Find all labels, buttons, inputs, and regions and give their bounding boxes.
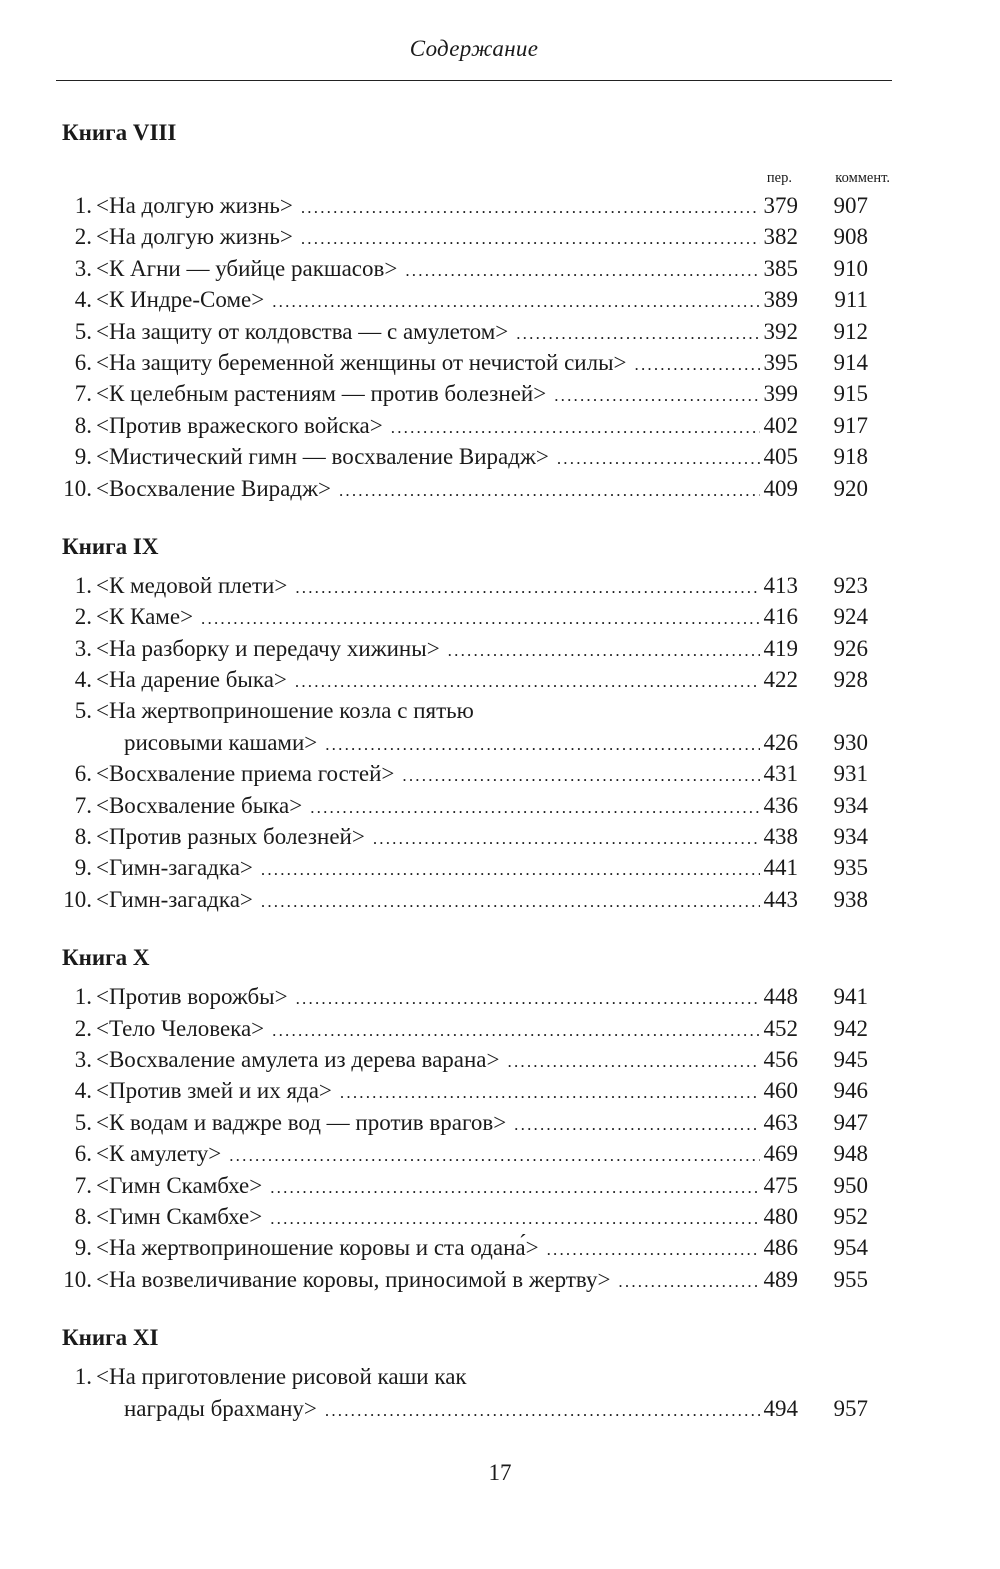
leader-dots (261, 886, 760, 917)
entry-page-comm: 918 (833, 444, 868, 470)
entry-title: <На защиту беременной женщины от нечистой силы> (96, 349, 627, 375)
book-title: Книга XI (62, 1325, 159, 1351)
entry-number: 2. (74, 224, 92, 250)
entry-title: <Тело Человека> (96, 1015, 265, 1041)
leader-dots (272, 1015, 760, 1046)
entry-page-comm: 912 (833, 318, 868, 344)
entry-page-per: 452 (763, 1015, 798, 1041)
entry-number: 9. (74, 444, 92, 470)
leader-dots (295, 666, 760, 697)
leader-dots (296, 983, 760, 1014)
page-number: 17 (488, 1460, 512, 1485)
toc-entry (0, 1013, 1000, 1044)
leader-dots (301, 223, 760, 254)
entry-title: <К Индре-Соме> (96, 287, 265, 313)
toc-entry (0, 473, 1000, 504)
entry-page-per: 419 (763, 635, 798, 661)
entry-page-per: 395 (763, 349, 798, 375)
book-xi-list (0, 1361, 1000, 1424)
entry-page-per: 489 (763, 1266, 798, 1292)
entry-page-comm: 930 (833, 729, 868, 755)
entry-title: <К водам и ваджре вод — против врагов> (96, 1109, 507, 1135)
entry-number: 6. (74, 349, 92, 375)
entry-page-per: 413 (763, 572, 798, 598)
book-title: Книга X (62, 945, 150, 971)
entry-title: <На разборку и передачу хижины> (96, 635, 440, 661)
leader-dots (229, 1140, 760, 1171)
toc-entry (0, 441, 1000, 472)
entry-page-per: 389 (763, 287, 798, 313)
entry-number: 2. (74, 604, 92, 630)
entry-number: 10. (63, 475, 92, 501)
entry-page-comm: 926 (833, 635, 868, 661)
entry-number: 8. (74, 824, 92, 850)
entry-title: <Восхваление амулета из дерева варана> (96, 1047, 500, 1072)
entry-number: 9. (74, 855, 92, 881)
leader-dots (547, 1234, 760, 1265)
entry-number: 7. (74, 1172, 92, 1198)
toc-entry (0, 1232, 1000, 1263)
toc-entry (0, 884, 1000, 915)
entry-page-per: 392 (763, 318, 798, 344)
entry-page-per: 385 (763, 255, 798, 281)
entry-title: <Против вражеского войска> (96, 412, 383, 438)
entry-title: <Гимн Скамбхе> (96, 1203, 263, 1229)
leader-dots (325, 729, 760, 760)
book-x-list (0, 981, 1000, 1295)
entry-page-comm: 947 (833, 1109, 868, 1135)
leader-dots (340, 1077, 760, 1108)
leader-dots (557, 443, 760, 474)
entry-title: <К Каме> (96, 604, 194, 630)
entry-page-per: 382 (763, 224, 798, 250)
leader-dots (516, 318, 760, 349)
toc-entry (0, 1201, 1000, 1232)
entry-number: 5. (74, 698, 92, 724)
entry-number: 4. (74, 1078, 92, 1104)
toc-entry (0, 1170, 1000, 1201)
entry-title: <На дарение быка> (96, 667, 287, 693)
column-headers (0, 156, 1000, 190)
entry-title: <На долгую жизнь> (96, 193, 293, 218)
entry-title-first-line: <На приготовление рисовой каши как (96, 1364, 467, 1390)
entry-page-per: 441 (763, 855, 798, 881)
toc-entry (0, 316, 1000, 347)
leader-dots (295, 572, 760, 603)
book-title: Книга VIII (62, 120, 177, 145)
toc-entry (0, 601, 1000, 632)
section-gap (0, 1295, 1000, 1315)
entry-page-comm: 911 (834, 287, 868, 313)
entry-page-per: 486 (763, 1235, 798, 1261)
entry-page-per: 443 (763, 886, 798, 912)
entry-number: 1. (74, 1364, 92, 1390)
section-gap (0, 915, 1000, 935)
toc-entry (0, 1107, 1000, 1138)
entry-number: 3. (74, 635, 92, 661)
entry-title: <На долгую жизнь> (96, 224, 293, 250)
toc-entry (0, 284, 1000, 315)
entry-title: <На жертвоприношение коровы и ста одана́> (96, 1235, 539, 1261)
entry-title: <Против разных болезней> (96, 824, 365, 850)
entry-page-per: 469 (763, 1141, 798, 1167)
entry-title: <Против ворожбы> (96, 984, 288, 1010)
entry-page-per: 379 (763, 193, 798, 218)
entry-title: награды брахману> (124, 1395, 317, 1421)
leader-dots (201, 603, 760, 634)
entry-number: 8. (74, 1203, 92, 1229)
entry-page-per: 431 (763, 761, 798, 787)
entry-page-comm: 946 (833, 1078, 868, 1104)
entry-number: 3. (74, 1047, 92, 1072)
entry-page-per: 422 (763, 667, 798, 693)
leader-dots (301, 192, 760, 223)
entry-page-comm: 910 (833, 255, 868, 281)
toc-entry (0, 410, 1000, 441)
entry-page-comm: 948 (833, 1141, 868, 1167)
book-ix-list (0, 570, 1000, 915)
entry-number: 10. (63, 886, 92, 912)
entry-title: <Восхваление Вирадж> (96, 475, 331, 501)
entry-page-comm: 920 (833, 475, 868, 501)
leader-dots (448, 635, 760, 666)
entry-page-comm: 915 (833, 381, 868, 407)
leader-dots (391, 412, 760, 443)
leader-dots (310, 792, 760, 823)
leader-dots (339, 475, 760, 506)
entry-number: 4. (74, 287, 92, 313)
leader-dots (402, 760, 760, 791)
toc-entry (0, 253, 1000, 284)
entry-title: <К Агни — убийце ракшасов> (96, 255, 398, 281)
leader-dots (325, 1395, 760, 1426)
entry-number: 7. (74, 381, 92, 407)
entry-title: <К целебным растениям — против болезней> (96, 381, 547, 407)
entry-page-comm: 934 (833, 792, 868, 818)
entry-title: <Гимн Скамбхе> (96, 1172, 263, 1198)
entry-page-comm: 957 (833, 1395, 868, 1421)
leader-dots (272, 286, 760, 317)
toc-entry (0, 695, 1000, 758)
entry-number: 9. (74, 1235, 92, 1261)
entry-number: 4. (74, 667, 92, 693)
leader-dots (261, 854, 760, 885)
entry-number: 8. (74, 412, 92, 438)
entry-page-per: 463 (763, 1109, 798, 1135)
entry-number: 1. (74, 572, 92, 598)
entry-page-comm: 945 (833, 1047, 868, 1072)
entry-page-comm: 952 (833, 1203, 868, 1229)
toc-entry (0, 758, 1000, 789)
entry-title: <Мистический гимн — восхваление Вирадж> (96, 444, 549, 470)
entry-page-comm: 908 (833, 224, 868, 250)
entry-title: <Гимн-загадка> (96, 886, 253, 912)
entry-page-per: 416 (763, 604, 798, 630)
entry-page-comm: 917 (833, 412, 868, 438)
entry-number: 7. (74, 792, 92, 818)
entry-number: 5. (74, 318, 92, 344)
entry-page-per: 460 (763, 1078, 798, 1104)
entry-title: <Восхваление приема гостей> (96, 761, 395, 787)
entry-page-per: 456 (763, 1047, 798, 1072)
leader-dots (270, 1203, 760, 1234)
toc-entry (0, 790, 1000, 821)
entry-page-per: 480 (763, 1203, 798, 1229)
entry-page-comm: 907 (833, 193, 868, 218)
toc-entry (0, 981, 1000, 1012)
entry-number: 6. (74, 1141, 92, 1167)
toc-entry (0, 190, 1000, 221)
entry-number: 1. (74, 984, 92, 1010)
toc-entry (0, 570, 1000, 601)
toc-entry (0, 347, 1000, 378)
entry-title: <На возвеличивание коровы, приносимой в жертву> (96, 1266, 611, 1292)
leader-dots (270, 1172, 760, 1203)
leader-dots (514, 1109, 760, 1140)
toc-entry (0, 1264, 1000, 1295)
toc-entry (0, 1138, 1000, 1169)
entry-page-comm: 924 (833, 604, 868, 630)
leader-dots (635, 349, 761, 380)
section-gap (0, 504, 1000, 524)
table-of-contents (0, 110, 1000, 1424)
entry-page-comm: 954 (833, 1235, 868, 1261)
entry-page-comm: 923 (833, 572, 868, 598)
entry-page-per: 405 (763, 444, 798, 470)
toc-entry (0, 664, 1000, 695)
entry-page-per: 448 (763, 984, 798, 1010)
entry-title: <К медовой плети> (96, 572, 288, 598)
entry-title-first-line: <На жертвоприношение козла с пятью (96, 698, 474, 724)
header-rule (56, 80, 892, 81)
entry-page-comm: 934 (833, 824, 868, 850)
entry-page-comm: 935 (833, 855, 868, 881)
entry-number: 6. (74, 761, 92, 787)
entry-page-comm: 941 (833, 984, 868, 1010)
toc-entry (0, 1044, 1000, 1075)
entry-page-comm: 938 (833, 886, 868, 912)
entry-page-comm: 931 (833, 761, 868, 787)
entry-page-per: 436 (763, 792, 798, 818)
entry-page-per: 409 (763, 475, 798, 501)
toc-entry (0, 1075, 1000, 1106)
column-header-comm: коммент. (835, 170, 890, 186)
toc-entry (0, 378, 1000, 409)
entry-title: <К амулету> (96, 1141, 222, 1167)
leader-dots (618, 1266, 760, 1297)
entry-number: 2. (74, 1015, 92, 1041)
entry-page-per: 494 (763, 1395, 798, 1421)
entry-page-comm: 928 (833, 667, 868, 693)
entry-page-per: 438 (763, 824, 798, 850)
entry-page-per: 399 (763, 381, 798, 407)
entry-page-comm: 955 (833, 1266, 868, 1292)
toc-entry (0, 852, 1000, 883)
entry-page-comm: 950 (833, 1172, 868, 1198)
column-header-per: пер. (766, 170, 792, 186)
toc-entry (0, 821, 1000, 852)
entry-number: 5. (74, 1109, 92, 1135)
entry-page-comm: 942 (833, 1015, 868, 1041)
book-viii-list (0, 190, 1000, 504)
entry-page-per: 475 (763, 1172, 798, 1198)
entry-number: 1. (74, 193, 92, 218)
entry-number: 10. (63, 1266, 92, 1292)
entry-page-per: 402 (763, 412, 798, 438)
book-title: Книга IX (62, 533, 159, 559)
leader-dots (373, 823, 760, 854)
entry-title: <Гимн-загадка> (96, 855, 253, 881)
entry-title: <Восхваление быка> (96, 792, 303, 818)
entry-page-per: 426 (763, 729, 798, 755)
entry-title: <Против змей и их яда> (96, 1078, 332, 1104)
leader-dots (405, 255, 760, 286)
toc-entry (0, 633, 1000, 664)
entry-title: рисовыми кашами> (124, 729, 318, 755)
entry-title: <На защиту от колдовства — с амулетом> (96, 318, 509, 344)
toc-entry (0, 1361, 1000, 1424)
leader-dots (554, 380, 760, 411)
running-head: Содержание (409, 36, 539, 61)
leader-dots (508, 1046, 761, 1077)
entry-page-comm: 914 (833, 349, 868, 375)
entry-number: 3. (74, 255, 92, 281)
toc-entry (0, 221, 1000, 252)
